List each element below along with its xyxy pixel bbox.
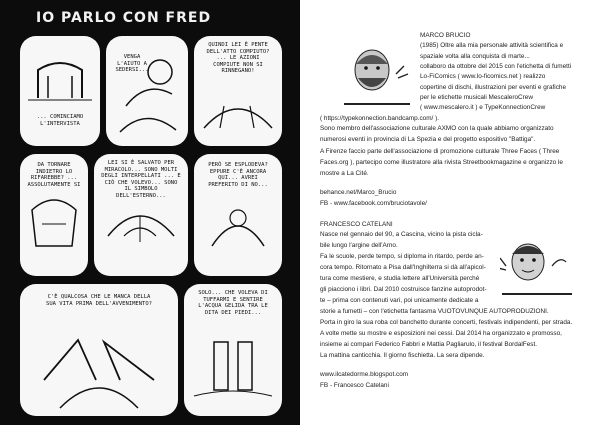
bio1-intro-6: per le etichette musicali MescaleroCrew	[420, 94, 533, 101]
bio1-body-2: Sono membro dell'associazione culturale AXMO con la quale abbiamo organizzato	[320, 125, 554, 132]
bio2-name: FRANCESCO CATELANI	[320, 221, 393, 228]
bio2-intro-6: gli piacciono i libri. Dal 2010 costruisce fanzine autoprodot-	[320, 286, 487, 293]
panel-1-caption: ... COMINCIAMO L'INTERVISTA	[36, 114, 84, 127]
bio2-intro-11: insieme ai compari Federico Fabbri e Mattia Pagliarulo, il festival BordalFest.	[320, 341, 538, 348]
bio2-intro-7: te – prima con contenuti vari, poi unicamente dedicate a	[320, 297, 479, 304]
panel-5-caption: LEI SI È SALVATO PER MIRACOLO... SONO MOLTI DEGLI INTERPELLATI ... E CIÒ CHE VOLEVO... SONO IL SIMBOLO DELL'ESTERNO...	[101, 160, 181, 199]
bio-page	[300, 0, 600, 425]
bio1-intro-1: (1985) Oltre alla mia personale attività scientifica e	[420, 42, 564, 49]
panel-8-caption: SOLO... CHE VOLEVA DI TUFFARMI E SENTIRE L'ACQUA GELIDA TRA LE DITA DEI PIEDI...	[198, 290, 268, 316]
panel-4-caption: DA TORNARE INDIETRO LO RIFAREBBE? ... ASSOLUTAMENTE SI	[27, 162, 81, 188]
comic-panel-2	[106, 36, 188, 146]
comic-panel-6	[194, 154, 282, 276]
comic-panel-3	[194, 36, 282, 146]
bio1-body-3: numerosi eventi in provincia di La Spezia e del progetto espositivo "Battiga".	[320, 136, 536, 143]
caricature-francesco-icon	[500, 236, 574, 298]
bio2-intro-2: bile lungo l'argine dell'Arno.	[320, 242, 398, 249]
panel-1-art	[20, 36, 100, 146]
bio2-intro-10: A volte mette su mostre e esposizioni nei cessi. Dal 2014 ha organizzato e promosso,	[320, 330, 562, 337]
bio2-intro-4: cora tempo. Ritornato a Pisa dall'Inghilterra si dà all'apicol-	[320, 264, 486, 271]
bio1-intro-7: ( www.mescalero.it ) e TypeKonnectionCrew	[420, 104, 546, 111]
caricature-marco-icon	[342, 44, 412, 108]
bio2-intro-8: storie a fumetti – con l'etichetta fantasma VUOTOVUNQUE AUTOPRODUZIONI.	[320, 308, 549, 315]
comic-panel-8	[184, 284, 282, 416]
bio1-intro-2: spaziale volta alla conquista di marte...	[420, 53, 530, 60]
bio2-link-blog[interactable]: www.ilcatedorme.blogspot.com	[320, 371, 409, 378]
comic-panel-4	[20, 154, 88, 276]
bio1-link-facebook[interactable]: FB - www.facebook.com/bruciotavole/	[320, 200, 427, 207]
comic-title: IO PARLO CON FRED	[36, 10, 212, 26]
bio1-name: MARCO BRUCIO	[420, 32, 471, 39]
bio2-intro-3: Fa le scuole, perde tempo, si diploma in ritardo, perde an-	[320, 253, 484, 260]
panel-2-art	[106, 36, 188, 146]
bio2-intro-12: La mattina canticchia. Il giorno fischietta. La sera dipende.	[320, 352, 485, 359]
panel-3-caption: QUINDI LEI È PENTE DELL'ATTO COMPIUTO? ... LE AZIONI COMPIUTE NON SI RINNEGANO!	[206, 42, 270, 74]
bio1-link-behance[interactable]: behance.net/Marco_Brucio	[320, 189, 397, 196]
bio1-body-1: ( https://typekonnection.bandcamp.com/ ).	[320, 115, 439, 122]
bio1-intro-3: collaboro da ottobre del 2015 con l'etichetta di fumetti	[420, 63, 572, 70]
bio2-intro-1: Nasce nel gennaio del 90, a Cascina, vicino la pista cicla-	[320, 231, 483, 238]
bio1-body-5: Faces.org ), partecipo come illustratore alla rivista Streetbookmagazine e organizzo le	[320, 159, 563, 166]
panel-7-caption: C'È QUALCOSA CHE LE MANCA DELLA SUA VITA PRIMA DELL'AVVENIMENTO?	[46, 294, 152, 307]
comic-panel-5	[94, 154, 188, 276]
bio1-intro-5: copertine di dischi, illustrazioni per eventi e grafiche	[420, 84, 566, 91]
bio2-link-facebook[interactable]: FB - Francesco Catelani	[320, 382, 389, 389]
bio1-intro-4: Lo-FiComics ( www.lo-ficomics.net ) realizzo	[420, 73, 546, 80]
comic-panel-1	[20, 36, 100, 146]
bio2-intro-9: Porta in giro la sua roba col banchetto durante concerti, festivals indipendenti, per strada.	[320, 319, 573, 326]
bio1-body-4: A Firenze faccio parte dell'associazione di promozione culturale Three Faces ( Three	[320, 148, 560, 155]
bio1-body-6: mostre a La Cité.	[320, 170, 369, 177]
comic-panel-7	[20, 284, 178, 416]
bio2-intro-5: tura come mestiere, e studia lettere all'Università perché	[320, 275, 480, 282]
panel-6-caption: PERÒ SE ESPLODEVA? EPPURE C'È ANCORA QUI... AVREI PREFERITO DI NO...	[208, 162, 268, 188]
panel-2-caption: VENGA L'AIUTO A SEDERSI...	[115, 54, 149, 73]
